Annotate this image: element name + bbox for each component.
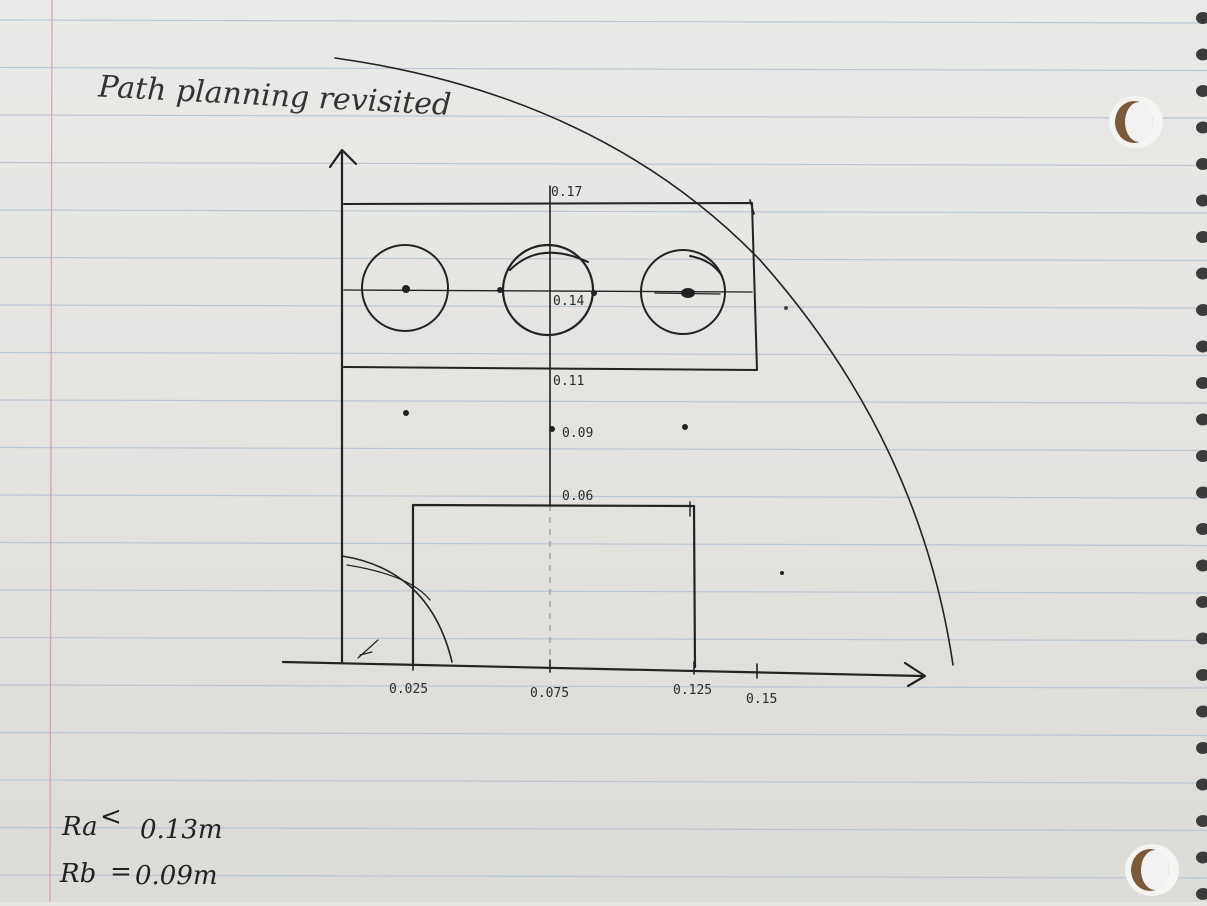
note-ra-label: Ra — [62, 812, 98, 842]
spiral-coil-loop — [1196, 523, 1207, 535]
ruled-line — [0, 210, 1207, 213]
note-ra-value: 0.13m — [140, 815, 223, 845]
spiral-coil-loop — [1196, 852, 1207, 864]
ruled-line — [0, 733, 1207, 736]
ruled-line — [0, 543, 1207, 546]
spiral-coil-loop — [1196, 231, 1207, 243]
spiral-coil-loop — [1196, 888, 1207, 900]
ruled-line — [0, 163, 1207, 166]
ruled-line — [0, 638, 1207, 641]
spiral-coil-loop — [1196, 742, 1207, 754]
spiral-coil-loop — [1196, 669, 1207, 681]
waypoint-dot-left — [403, 410, 409, 416]
spiral-coil-loop — [1196, 779, 1207, 791]
y-label-dot: 0.09 — [562, 426, 594, 441]
y-label-lower-box: 0.06 — [562, 489, 594, 504]
stray-dot — [780, 571, 784, 575]
spiral-coil-loop — [1196, 633, 1207, 645]
spiral-coil-loop — [1196, 487, 1207, 499]
note-ra-relation: < — [100, 802, 122, 832]
ruled-line — [0, 400, 1207, 403]
y-label-center: 0.14 — [553, 294, 585, 309]
spiral-coil-loop — [1196, 158, 1207, 170]
waypoint-dot-right — [682, 424, 688, 430]
note-rb-relation: = — [110, 857, 132, 887]
spiral-coil-loop — [1196, 49, 1207, 61]
binder-hole-bottom — [1125, 844, 1179, 896]
x-tick-label-2: 0.075 — [530, 686, 570, 701]
x-tick-label-3: 0.125 — [673, 683, 713, 698]
ruled-line — [0, 685, 1207, 688]
spiral-coil-loop — [1196, 268, 1207, 280]
page-title: Path planning revisited — [97, 69, 453, 123]
ruled-line — [0, 353, 1207, 356]
spiral-coil-loop — [1196, 815, 1207, 827]
note-rb-value: 0.09m — [135, 861, 218, 891]
spiral-coil-loop — [1196, 341, 1207, 353]
stray-dot-upper — [784, 306, 788, 310]
note-rb-label: Rb — [60, 859, 97, 889]
lower-rectangle — [413, 502, 695, 667]
x-tick-label-1: 0.025 — [389, 682, 429, 697]
spiral-binding — [1196, 12, 1207, 900]
pencil-scribble — [358, 640, 378, 658]
note-ra — [61, 802, 223, 845]
y-label-top: 0.17 — [551, 185, 583, 200]
y-label-bottom: 0.11 — [553, 374, 585, 389]
spiral-coil-loop — [1196, 450, 1207, 462]
spiral-coil-loop — [1196, 85, 1207, 97]
spiral-coil-loop — [1196, 377, 1207, 389]
ruled-line — [0, 448, 1207, 451]
waypoint-dot-center — [549, 426, 555, 432]
ruled-lines — [0, 20, 1207, 878]
ruled-line — [0, 780, 1207, 783]
ruled-line — [0, 305, 1207, 308]
spiral-coil-loop — [1196, 122, 1207, 134]
spiral-coil-loop — [1196, 596, 1207, 608]
reach-arc-pencil — [335, 58, 953, 665]
spiral-coil-loop — [1196, 304, 1207, 316]
ruled-line — [0, 115, 1207, 118]
inner-arc — [342, 556, 452, 662]
spiral-coil-loop — [1196, 706, 1207, 718]
ruled-line — [0, 258, 1207, 261]
ruled-line — [0, 590, 1207, 593]
axes — [283, 150, 925, 686]
circle-left — [362, 245, 448, 331]
x-tick-label-4: 0.15 — [746, 692, 778, 707]
spiral-coil-loop — [1196, 560, 1207, 572]
spiral-coil-loop — [1196, 414, 1207, 426]
margin-line — [50, 0, 52, 902]
binder-hole-top — [1109, 96, 1163, 148]
ruled-line — [0, 68, 1207, 71]
spiral-coil-loop — [1196, 12, 1207, 24]
spiral-coil-loop — [1196, 195, 1207, 207]
note-rb — [59, 857, 218, 891]
ruled-line — [0, 20, 1207, 23]
ruled-line — [0, 495, 1207, 498]
